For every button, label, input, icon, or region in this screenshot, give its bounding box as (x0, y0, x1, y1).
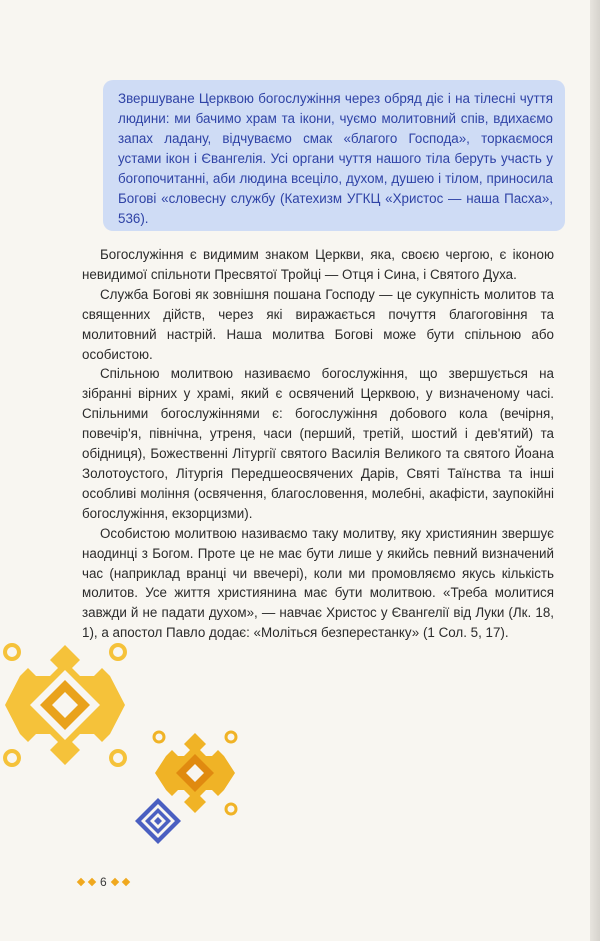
diamond-bullet-icon (88, 878, 96, 886)
paragraph-1: Богослужіння є видимим знаком Церкви, яка, своєю чергою, є іконою невидимої спільноти Пресвятої Тройці — Отця і Сина, і Святого Духа. (82, 247, 554, 282)
diamond-bullet-icon (110, 878, 118, 886)
diamond-ornament-small-icon (133, 796, 183, 846)
paragraph-3: Спільною молитвою називаємо богослужіння, що звершується на зібранні вірних у храмі, який є освячений Церквою, у визначеному часі. Спільними богослужіннями є: богослужіння добового кола (вечірня, повечір'я, північна, утреня, часи (перший, третій, шостий і дев'ятий) та обідниця), Божественні Літургії святого Василія Великого та святого Йоана Золотоустого, Літургія Передшеосвячених Дарів, Святі Таїнства та інші особливі моління (освячення, благословення, молебні, акафісти, заупокійні богослужіння, екзорцизми). (82, 366, 554, 521)
page-edge (590, 0, 600, 941)
quote-text: Звершуване Церквою богослужіння через обряд діє і на тілесні чуття людини: ми бачимо храм та ікони, чуємо молитовний спів, вдихаємо запах ладану, відчуваємо смак «благого Господа», торкаємося устами ікон і Євангелія. Усі органи чуття нашого тіла беруть участь у богопочитанні, аби людина всеціло, духом, душею і тілом, приносила Богові «словесну службу (Катехизм УГКЦ «Христос — наша Пасха», 536). (118, 91, 553, 226)
page-number: 6 (100, 875, 107, 889)
quote-box (103, 80, 565, 231)
paragraph-2: Служба Богові як зовнішня пошана Господу — це сукупність молитов та священних дійств, через які виражається почуття благоговіння та молитовний настрій. Наша молитва Богові може бути спільною або особистою. (82, 286, 554, 362)
diamond-bullet-icon (77, 878, 85, 886)
diamond-bullet-icon (121, 878, 129, 886)
body-text (82, 245, 554, 643)
cross-ornament-large-icon (0, 640, 130, 770)
page-footer (78, 873, 129, 891)
paragraph-4: Особистою молитвою називаємо таку молитву, яку християнин звершує наодинці з Богом. Проте це не має бути лише у якийсь певний визначений час (наприклад вранці чи ввечері), коли ми промовляємо якусь кількість молитов. Усе життя християнина має бути молитвою. «Треба молитися завжди й не падати духом», — навчає Христос у Євангелії від Луки (Лк. 18, 1), а апостол Павло додає: «Моліться безперестанку» (1 Сол. 5, 17). (82, 525, 554, 641)
